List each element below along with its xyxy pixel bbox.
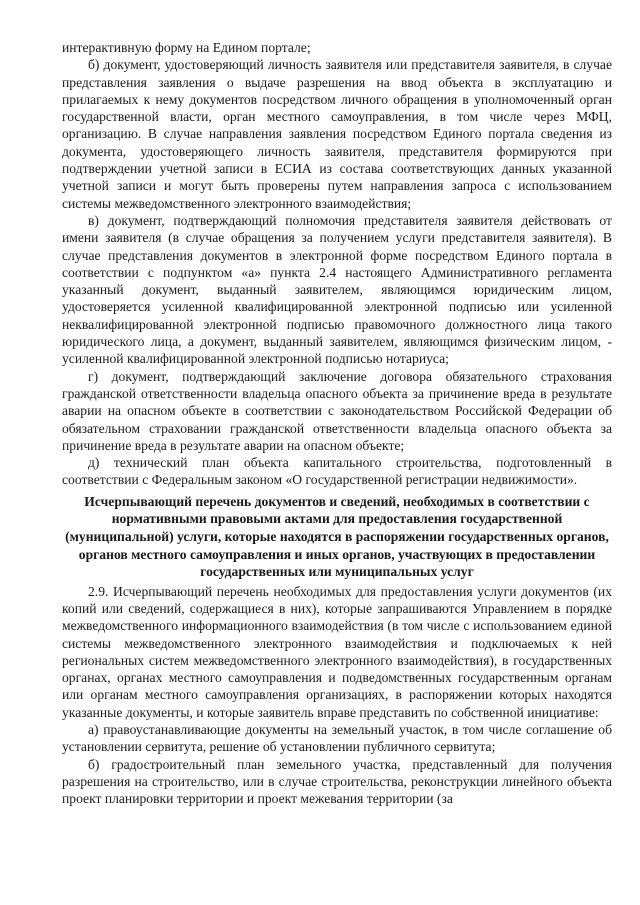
section-heading: Исчерпывающий перечень документов и сведений, необходимых в соответствии с нормативными правовыми актами для предоставления государственной (муниципальной) услуги, которые находятся в распоряжении государственных органов, органов местного самоуправления и иных органов, участвующих в предоставлении государственных или муниципальных услуг (65, 493, 609, 580)
paragraph: д) технический план объекта капитального строительства, подготовленный в соответствии с Федеральным законом «О государственной регистрации недвижимости». (62, 455, 612, 488)
paragraph: в) документ, подтверждающий полномочия представителя заявителя действовать от имени заявителя (в случае обращения за получением услуги представителя заявителя). В случае представления документов в электронной форме посредством Единого портала в соответствии с подпунктом «а» пункта 2.4 настоящего Административного регламента указанный документ, выданный заявителем, являющимся юридическим лицом, удостоверяется усиленной квалифицированной электронной подписью или усиленной неквалифицированной электронной подписью правомочного должностного лица такого юридического лица, а документ, выданный заявителем, являющимся физическим лицом, - усиленной квалифицированной электронной подписью нотариуса; (62, 212, 612, 367)
paragraph: г) документ, подтверждающий заключение договора обязательного страхования гражданской ответственности владельца опасного объекта за причинение вреда в результате аварии на опасном объекте в соответствии с законодательством Российской Федерации об обязательном страховании гражданской ответственности владельца опасного объекта за причинение вреда в результате аварии на опасном объекте; (62, 368, 612, 453)
paragraphs-top (62, 39, 612, 489)
paragraphs-bottom (62, 583, 612, 808)
paragraph: 2.9. Исчерпывающий перечень необходимых для предоставления услуги документов (их копий или сведений, содержащиеся в них), которые запрашиваются Управлением в порядке межведомственного информационного взаимодействия (в том числе с использованием единой системы межведомственного электронного взаимодействия и подключаемых к ней региональных систем межведомственного электронного взаимодействия), в государственных органах, органах местного самоуправления и подведомственных государственным органам или органам местного самоуправления организациях, в распоряжении которых находятся указанные документы, и которые заявитель вправе представить по собственной инициативе: (62, 583, 612, 720)
paragraph: а) правоустанавливающие документы на земельный участок, в том числе соглашение об установлении сервитута, решение об установлении публичного сервитута; (62, 722, 612, 755)
paragraph: интерактивную форму на Едином портале; (62, 40, 311, 55)
paragraph: б) документ, удостоверяющий личность заявителя или представителя заявителя, в случае представления заявления о выдаче разрешения на ввод объекта в эксплуатацию и прилагаемых к нему документов посредством личного обращения в уполномоченный орган государственной власти, орган местного самоуправления, в том числе через МФЦ, организацию. В случае направления заявления посредством Единого портала сведения из документа, удостоверяющего личность заявителя, представителя формируются при подтверждении учетной записи в ЕСИА из состава соответствующих данных указанной учетной записи и могут быть проверены путем направления запроса с использованием системы межведомственного электронного взаимодействия; (62, 57, 612, 211)
document-body (62, 39, 612, 808)
paragraph: б) градостроительный план земельного участка, представленный для получения разрешения на строительство, или в случае строительства, реконструкции линейного объекта проект планировки территории и проект межевания территории (за (62, 756, 612, 807)
